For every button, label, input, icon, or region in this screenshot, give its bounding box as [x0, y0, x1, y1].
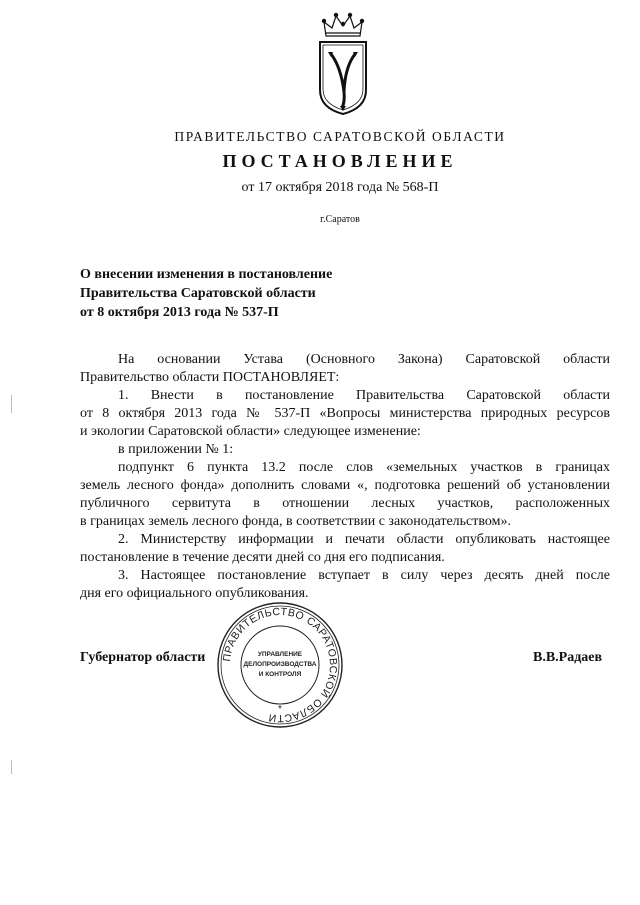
official-stamp-seal — [215, 600, 345, 730]
body-line: подпункт 6 пункта 13.2 после слов «земельных участков в границах — [118, 460, 610, 475]
body-line: На основании Устава (Основного Закона) Саратовской области — [118, 352, 610, 367]
body-line: в границах земель лесного фонда, в соответствии с законодательством». — [80, 514, 511, 529]
stamp-ring-text: ПРАВИТЕЛЬСТВО САРАТОВСКОЙ ОБЛАСТИ — [221, 605, 340, 725]
subject-line: от 8 октября 2013 года № 537-П — [80, 305, 279, 320]
stamp-line: УПРАВЛЕНИЕ — [257, 651, 303, 658]
body-line: в приложении № 1: — [118, 442, 234, 457]
government-heading: ПРАВИТЕЛЬСТВО САРАТОВСКОЙ ОБЛАСТИ — [174, 129, 506, 144]
signatory-name: В.В.Радаев — [533, 650, 603, 665]
body-line: и экологии Саратовской области» следующее изменение: — [80, 424, 421, 439]
stamp-line: И КОНТРОЛЯ — [258, 671, 302, 678]
body-line: Правительство области ПОСТАНОВЛЯЕТ: — [80, 370, 340, 385]
document-body — [80, 351, 610, 603]
subject-line: О внесении изменения в постановление — [80, 267, 333, 282]
document-subject — [80, 265, 332, 322]
scan-edge-mark — [11, 760, 12, 774]
document-date-number: от 17 октября 2018 года № 568-П — [241, 180, 439, 195]
document-type-title: ПОСТАНОВЛЕНИЕ — [222, 151, 458, 171]
scan-edge-mark — [11, 395, 12, 413]
coat-of-arms-emblem — [314, 12, 372, 116]
stamp-line: ДЕЛОПРОИЗВОДСТВА — [243, 661, 317, 668]
signatory-position: Губернатор области — [80, 650, 206, 665]
body-line: публичного сервитута в отношении лесных участков, расположенных — [80, 496, 610, 511]
body-line: 1. Внести в постановление Правительства Саратовской области — [118, 388, 610, 403]
body-line: земель лесного фонда» дополнить словами «, подготовка решений об установлении — [80, 478, 610, 493]
document-city: г.Саратов — [320, 214, 360, 225]
stamp-star: * — [278, 704, 282, 715]
body-line: постановление в течение десяти дней со дня его подписания. — [80, 550, 445, 565]
body-line: 2. Министерству информации и печати области опубликовать настоящее — [118, 532, 610, 547]
subject-line: Правительства Саратовской области — [80, 286, 316, 301]
body-line: 3. Настоящее постановление вступает в силу через десять дней после — [118, 568, 610, 583]
body-line: от 8 октября 2013 года № 537-П «Вопросы министерства природных ресурсов — [80, 406, 610, 421]
body-line: дня его официального опубликования. — [80, 586, 309, 601]
